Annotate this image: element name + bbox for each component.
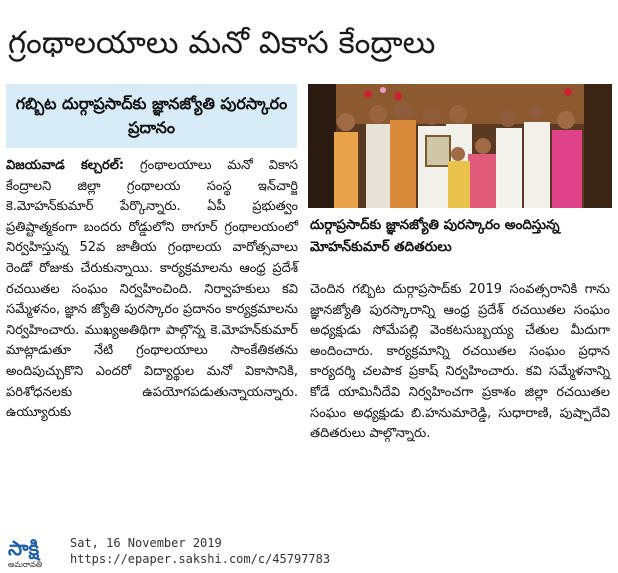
photo-caption: దుర్గాప్రసాద్‌కు జ్ఞానజ్యోతి పురస్కారం అందిస్తున్న మోహన్‌కుమార్ తదితరులు — [310, 217, 560, 255]
sakshi-logo-icon — [6, 533, 66, 569]
subheadline-box — [6, 84, 297, 148]
photo-illustration — [308, 84, 612, 208]
headline: గ్రంథాలయాలు మనో వికాస కేంద్రాలు — [8, 25, 436, 61]
epaper-link[interactable]: https://epaper.sakshi.com/c/45797783 — [70, 552, 331, 566]
column-1-text: గ్రంథాలయాలు మనో వికాస కేంద్రాలని జిల్లా గ్రంథాలయ సంస్థ ఇన్‌చార్జి కె.మోహన్‌కుమార్ పేర్కొన్నారు. ఏపీ ప్రభుత్వం ప్రతిష్టాత్మకంగా బందరు రోడ్డులోని ఠాగూర్ గ్రంథాలయంలో నిర్వహిస్తున్న 52వ జాతీయ గ్రంథాలయ వారోత్సవాలు రెండో రోజుకు చేరుకున్నాయి. కార్యక్రమాలను ఆంధ్ర ప్రదేశ్ రచయితల సంఘం నిర్వహించింది. నిర్వాహకులు కవి సమ్మేళనం, జ్ఞాన జ్యోతి పురస్కారం ప్రదానం కార్యక్రమాలను నిర్వహించారు. ముఖ్యఅతిథిగా పాల్గొన్న కె.మోహన్‌కుమార్ మాట్లాడుతూ నేటి గ్రంథాలయాలు సాంకేతికతను అందిపుచ్చుకొని ఎందరో విద్యార్థుల మనో వికాసానికి, పరిశోధనలకు ఉపయోగపడుతున్నాయన్నారు. ఉయ్యూరుకు — [6, 158, 298, 421]
subheadline: గబ్బిట దుర్గాప్రసాద్‌కు జ్ఞానజ్యోతి పురస్కారం ప్రదానం — [15, 94, 288, 137]
logo-subtext: అమరావతి — [8, 560, 43, 569]
sakshi-logo — [6, 533, 66, 569]
award-ceremony-photo — [308, 84, 612, 208]
article-column-2: చెందిన గబ్బిట దుర్గాప్రసాద్‌కు 2019 సంవత్సరానికి గాను జ్ఞానజ్యోతి పురస్కారాన్ని ఆంధ్ర ప్రదేశ్ రచయితల సంఘం అధ్యక్షుడు సోమేపల్లి వెంకటసుబ్బయ్య చేతుల మీదుగా అందించారు. కార్యక్రమాన్ని రచయితల సంఘం ప్రధాన కార్యదర్శి చలపాక ప్రకాష్ నిర్వహించారు. కవి సమ్మేళనాన్ని కోడే యామినీదేవి నిర్వహించగా ప్రకాశం జిల్లా రచయితల సంఘం అధ్యక్షుడు బి.హనుమారెడ్డి, సుధారాణి, పుష్పాదేవి తదితరులు పాల్గొన్నారు. — [310, 282, 610, 442]
article-column-1 — [6, 156, 298, 424]
logo-text: సాక్షి — [8, 536, 40, 560]
edition-date: Sat, 16 November 2019 — [70, 536, 222, 550]
dateline: విజయవాడ కల్చరల్: — [6, 158, 125, 173]
